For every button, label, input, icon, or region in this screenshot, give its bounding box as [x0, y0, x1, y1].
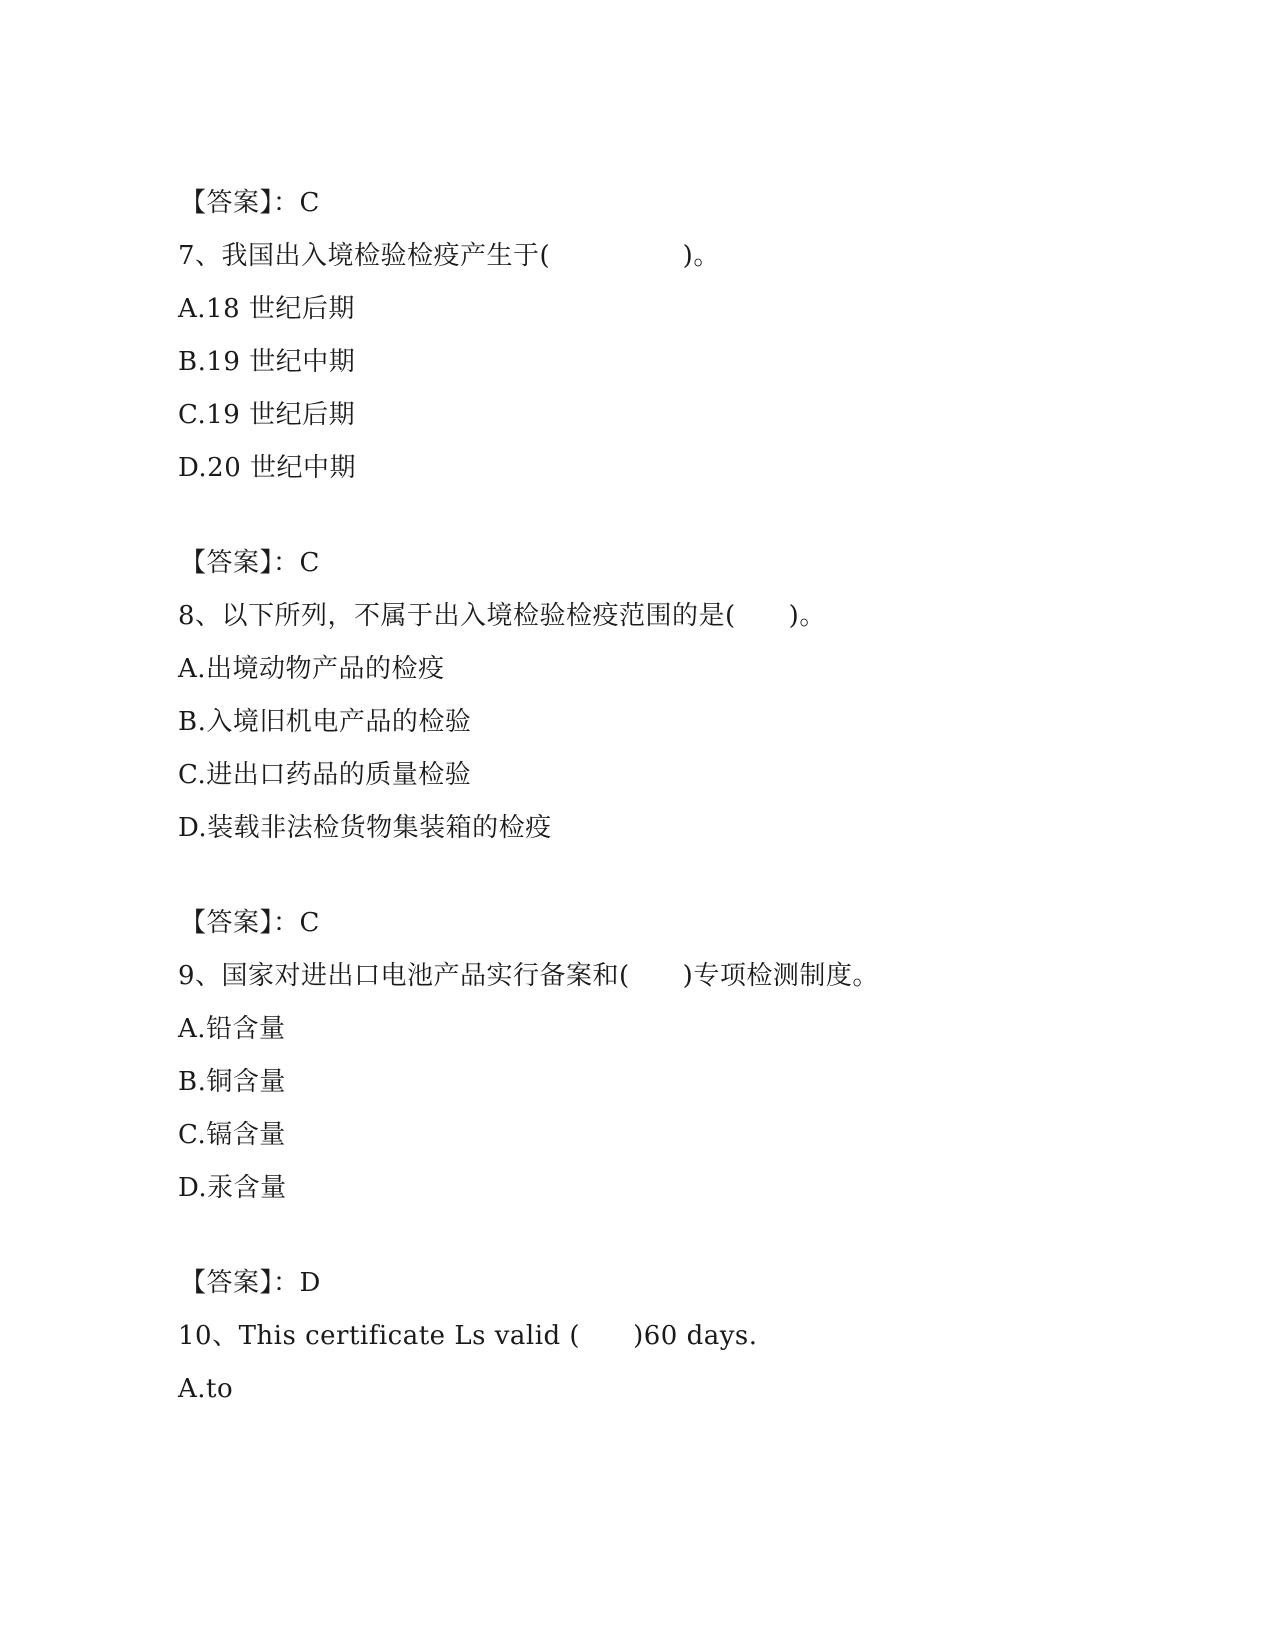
question-10: 10、This certificate Ls valid ( )60 days. — [178, 1321, 758, 1351]
q8-option-d: D.装载非法检货物集装箱的检疫 — [178, 813, 552, 843]
q7-option-a: A.18 世纪后期 — [178, 294, 355, 324]
q8-option-a: A.出境动物产品的检疫 — [178, 654, 445, 684]
answer-q7: 【答案】：C — [180, 548, 320, 578]
q7-option-b: B.19 世纪中期 — [178, 347, 356, 377]
question-9: 9、国家对进出口电池产品实行备案和( )专项检测制度。 — [178, 961, 879, 991]
q7-option-c: C.19 世纪后期 — [178, 400, 356, 430]
q9-option-c: C.镉含量 — [178, 1120, 286, 1150]
q7-option-d: D.20 世纪中期 — [178, 453, 357, 483]
q9-option-d: D.汞含量 — [178, 1173, 287, 1203]
q8-option-c: C.进出口药品的质量检验 — [178, 760, 472, 790]
question-8: 8、以下所列，不属于出入境检验检疫范围的是( )。 — [178, 601, 826, 631]
q8-option-b: B.入境旧机电产品的检验 — [178, 707, 472, 737]
answer-q6: 【答案】：C — [180, 188, 320, 218]
answer-q8: 【答案】：C — [180, 908, 320, 938]
q9-option-a: A.铅含量 — [178, 1014, 286, 1044]
answer-q9: 【答案】：D — [180, 1268, 321, 1298]
q10-option-a: A.to — [178, 1374, 234, 1404]
question-7: 7、我国出入境检验检疫产生于( )。 — [178, 241, 720, 271]
q9-option-b: B.铜含量 — [178, 1067, 286, 1097]
